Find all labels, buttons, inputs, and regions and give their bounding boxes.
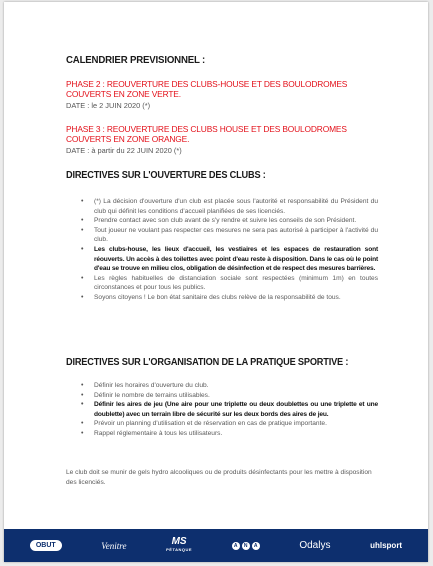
list-item-text: Prendre contact avec son club avant de s'y rendre et suivre les conseils de son Président.	[94, 217, 357, 225]
list-item-text: (*) La décision d'ouverture d'un club est placée sous l'autorité et responsabilité du Président du club qui définit les conditions d'accueil planifiées de ses licenciés.	[94, 198, 378, 215]
document-page	[4, 2, 428, 562]
list-item	[66, 216, 378, 226]
ms-petanque-logo	[166, 535, 193, 554]
list-item	[66, 197, 378, 216]
list-item	[66, 274, 378, 293]
list-item-text: Prévoir un planning d'utilisation et de réservation en cas de pratique importante.	[94, 420, 327, 428]
list-item	[66, 419, 378, 429]
footnote: Le club doit se munir de gels hydro alcooliques ou de produits désinfectants pour les mettre à disposition des licenciés.	[66, 469, 372, 486]
bullet-icon: •	[81, 391, 84, 399]
list-item-text: Rappel réglementaire à tous les utilisateurs.	[94, 429, 223, 437]
bullet-icon: •	[81, 198, 84, 205]
venitre-logo: Venitre	[101, 540, 127, 551]
section-clubs-title: DIRECTIVES SUR L'OUVERTURE DES CLUBS :	[66, 170, 266, 181]
ana-logo-letter: A	[232, 542, 240, 550]
ana-logo-letter: N	[242, 542, 250, 550]
phase-3-date: DATE : à partir du 22 JUIN 2020 (*)	[66, 146, 182, 155]
list-item-text: Tout joueur ne voulant pas respecter ces mesures ne sera pas autorisé à participer à l'activité du club.	[94, 226, 378, 244]
ana-logo	[232, 542, 260, 550]
list-item	[66, 381, 378, 391]
bullet-icon: •	[81, 226, 84, 234]
phase-2-date: DATE : le 2 JUIN 2020 (*)	[66, 101, 151, 110]
obut-logo: OBUT	[30, 540, 62, 551]
list-item	[66, 293, 378, 303]
bullet-icon: •	[81, 245, 84, 253]
list-item-text: Définir les horaires d'ouverture du club.	[94, 382, 209, 389]
ms-logo-sub: PÉTANQUE	[166, 546, 193, 552]
bullet-icon: •	[81, 293, 84, 301]
clubs-directives-list	[66, 197, 378, 303]
list-item	[66, 400, 378, 419]
practice-directives-list	[66, 381, 378, 439]
section-practice-title: DIRECTIVES SUR L'ORGANISATION DE LA PRATIQUE SPORTIVE :	[66, 357, 349, 368]
bullet-icon: •	[81, 420, 84, 428]
list-item	[66, 391, 378, 401]
odalys-logo: Odalys	[299, 540, 331, 551]
ana-logo-letter: A	[252, 542, 260, 550]
list-item-text: Soyons citoyens ! Le bon état sanitaire des clubs relève de la responsabilité de tous.	[94, 293, 341, 301]
bullet-icon: •	[81, 429, 84, 437]
list-item	[66, 245, 378, 274]
list-item	[66, 226, 378, 245]
list-item	[66, 429, 378, 439]
ms-logo-text: MS	[171, 535, 187, 547]
bullet-icon: •	[81, 217, 84, 225]
phase-3-title: PHASE 3 : REOUVERTURE DES CLUBS HOUSE ET DES BOULODROMES COUVERTS EN ZONE ORANGE.	[66, 124, 347, 144]
list-item-text: Définir le nombre de terrains utilisables.	[94, 391, 210, 399]
sponsor-footer	[4, 529, 428, 562]
bullet-icon: •	[81, 274, 84, 282]
phase-2-title: PHASE 2 : REOUVERTURE DES CLUBS-HOUSE ET DES BOULODROMES COUVERTS EN ZONE VERTE.	[66, 79, 348, 99]
list-item-text: Définir les aires de jeu (Une aire pour une triplette ou deux doublettes ou une triplette et une doublette) avec un terrain libre de sécurité sur les deux bords des aires de jeu.	[94, 401, 378, 418]
bullet-icon: •	[81, 401, 84, 409]
bullet-icon: •	[81, 382, 84, 389]
uhlsport-logo: uhlsport	[370, 541, 403, 550]
list-item-text: Les règles habituelles de distanciation sociale sont respectées (minimum 1m) en toutes circonstances et pour tous les publics.	[94, 274, 378, 292]
calendar-heading: CALENDRIER PREVISIONNEL :	[66, 54, 206, 66]
list-item-text: Les clubs-house, les lieux d'accueil, les vestiaires et les espaces de restauration sont réouverts. Un accès à des toilettes avec point d'eau reste à disposition. Dans le cas où le point d'eau se trouve en milieu clos, obligation de désinfection et de respect des mesures barrières.	[94, 245, 378, 273]
